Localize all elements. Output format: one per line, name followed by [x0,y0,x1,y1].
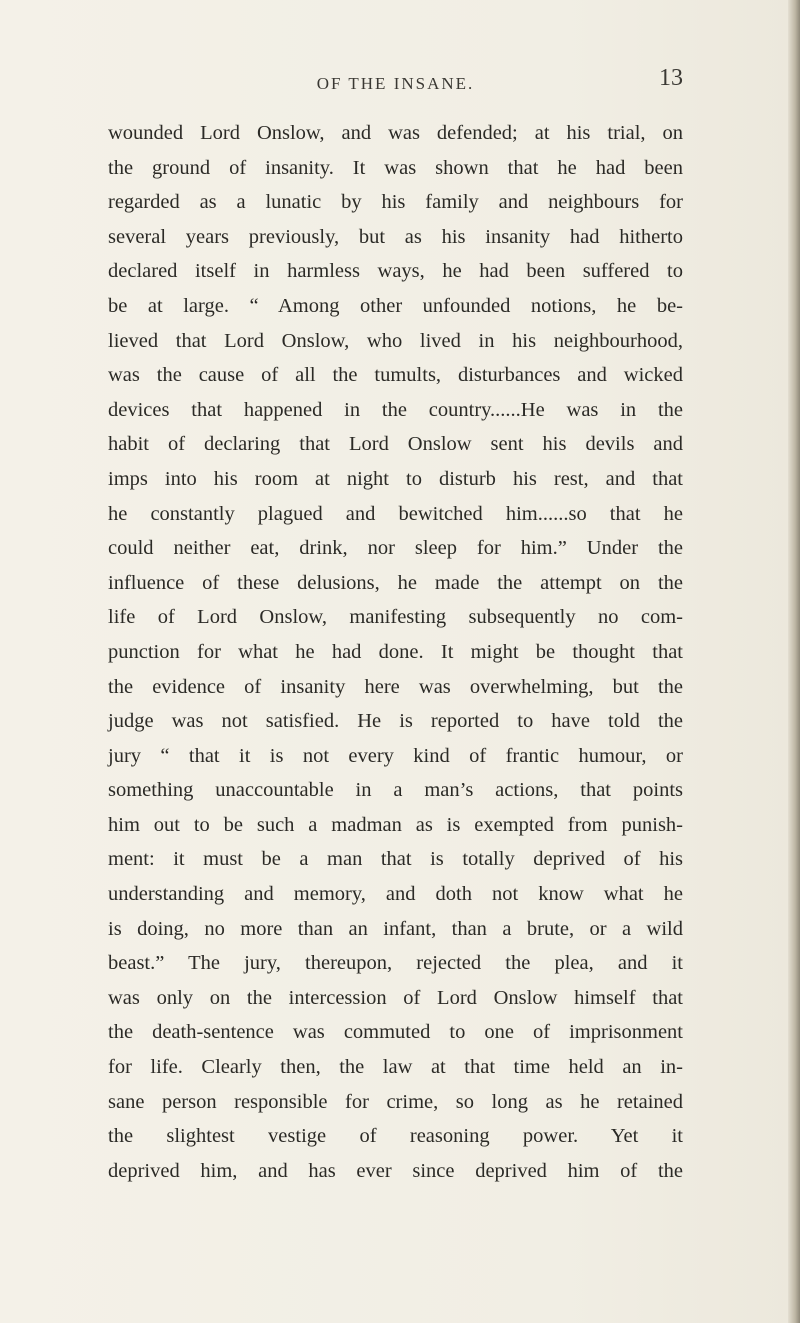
running-head [108,60,683,100]
running-title: OF THE INSANE. [316,74,475,93]
text-line-17: the evidence of insanity here was overwhelming, but the [108,675,683,698]
text-line-30: the slightest vestige of reasoning power. Yet it [108,1125,683,1148]
text-line-21: him out to be such a madman as is exempted from punish- [108,813,683,836]
text-line-18: judge was not satisfied. He is reported to have told the [108,710,683,733]
text-line-7: lieved that Lord Onslow, who lived in his neighbourhood, [108,329,683,352]
body-text [108,116,683,1188]
text-line-5: declared itself in harmless ways, he had been suffered to [108,260,683,283]
text-line-28: for life. Clearly then, the law at that time held an in- [108,1056,683,1079]
text-line-11: imps into his room at night to disturb his rest, and that [108,467,683,490]
text-line-22: ment: it must be a man that is totally deprived of his [108,848,683,871]
text-line-26: was only on the intercession of Lord Onslow himself that [108,986,683,1009]
text-line-10: habit of declaring that Lord Onslow sent his devils and [108,433,683,456]
text-line-16: punction for what he had done. It might be thought that [108,640,683,663]
page-number: 13 [659,65,683,91]
text-line-13: could neither eat, drink, nor sleep for him.” Under the [108,537,683,560]
text-line-4: several years previously, but as his insanity had hitherto [108,225,683,248]
text-line-31: deprived him, and has ever since deprived him of the [108,1159,683,1182]
text-line-15: life of Lord Onslow, manifesting subsequently no com- [108,606,683,629]
text-line-9: devices that happened in the country......He was in the [108,398,683,421]
text-line-24: is doing, no more than an infant, than a brute, or a wild [108,917,683,940]
text-line-14: influence of these delusions, he made the attempt on the [108,571,683,594]
text-line-8: was the cause of all the tumults, disturbances and wicked [108,364,683,387]
text-line-12: he constantly plagued and bewitched him......so that he [108,502,683,525]
text-line-23: understanding and memory, and doth not know what he [108,883,683,906]
text-line-27: the death-sentence was commuted to one of imprisonment [108,1021,683,1044]
page-edge [788,0,800,1323]
text-line-20: something unaccountable in a man’s actions, that points [108,779,683,802]
text-line-1: wounded Lord Onslow, and was defended; at his trial, on [108,122,683,144]
text-line-25: beast.” The jury, thereupon, rejected the plea, and it [108,952,683,975]
text-line-6: be at large. “ Among other unfounded notions, he be- [108,294,683,317]
text-line-2: the ground of insanity. It was shown that he had been [108,156,683,179]
text-line-19: jury “ that it is not every kind of frantic humour, or [108,744,683,767]
text-line-3: regarded as a lunatic by his family and neighbours for [108,191,683,214]
text-line-29: sane person responsible for crime, so long as he retained [108,1090,683,1113]
